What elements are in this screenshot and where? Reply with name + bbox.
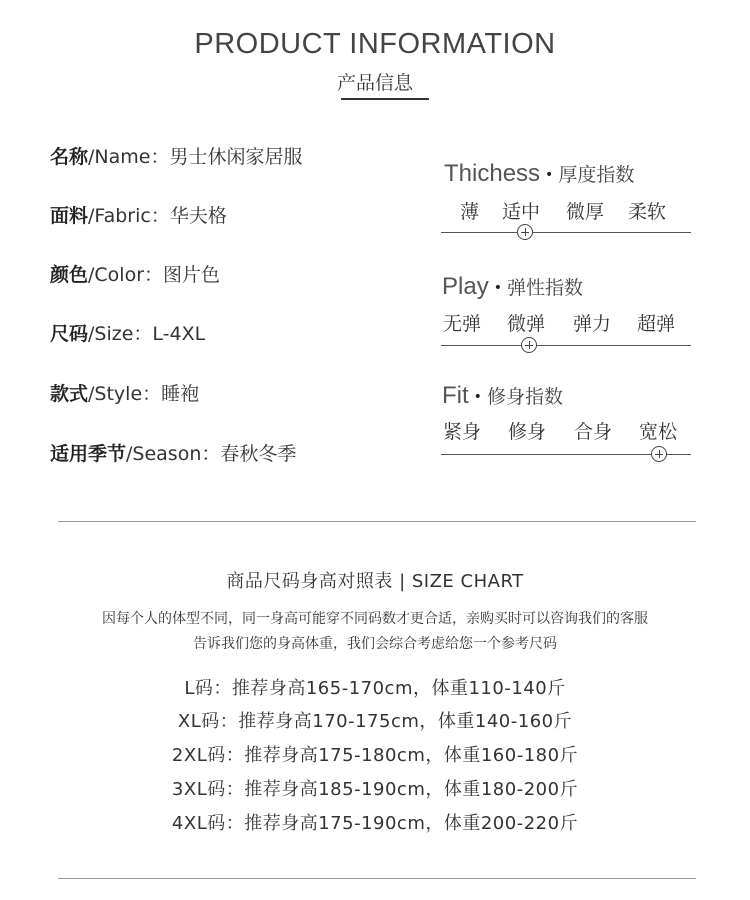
- scale-title-cn: 弹性指数: [506, 277, 583, 299]
- scale-label: 适中: [502, 201, 541, 223]
- info-value: /Color：图片色: [88, 264, 221, 286]
- fit-scale-title: [442, 382, 563, 410]
- elasticity-scale-labels: [0, 309, 750, 335]
- scale-title-cn: 修身指数: [486, 386, 563, 408]
- scale-label: 柔软: [628, 201, 667, 223]
- info-value: /Size：L-4XL: [88, 323, 206, 345]
- thickness-scale-line: [441, 232, 691, 233]
- scale-label: 宽松: [639, 421, 678, 443]
- info-value: /Style：睡袍: [88, 383, 200, 405]
- plus-circle-icon: [651, 446, 667, 462]
- size-chart-title: 商品尺码身高对照表 | SIZE CHART: [226, 571, 524, 592]
- size-chart-note-line1: 因每个人的体型不同，同一身高可能穿不同码数才更合适，亲购买时可以咨询我们的客服: [102, 611, 648, 627]
- page-title-en: PRODUCT INFORMATION: [194, 28, 556, 60]
- plus-circle-icon: [517, 224, 533, 240]
- scale-label: 紧身: [443, 421, 482, 443]
- section-divider: [58, 521, 696, 522]
- elasticity-scale-line: [441, 345, 691, 346]
- info-label: 尺码: [50, 323, 89, 345]
- size-row-4xl: 4XL码：推荐身高175-190cm，体重200-220斤: [171, 813, 579, 834]
- scale-label: 超弹: [637, 313, 676, 335]
- page-title-cn: 产品信息: [336, 72, 413, 94]
- info-name: [50, 142, 302, 169]
- scale-title-en: Thichess: [444, 160, 541, 187]
- thickness-scale-title: [444, 160, 634, 188]
- info-style: [50, 379, 199, 406]
- scale-label: 弹力: [573, 313, 612, 335]
- bullet-icon: •: [473, 389, 482, 405]
- info-label: 适用季节: [50, 443, 127, 465]
- scale-title-en: Play: [442, 273, 489, 300]
- fit-scale-labels: [0, 417, 750, 443]
- info-value: /Season：春秋冬季: [126, 443, 297, 465]
- scale-label: 修身: [508, 421, 547, 443]
- size-row-xl: XL码：推荐身高170-175cm，体重140-160斤: [177, 711, 573, 732]
- info-label: 名称: [50, 146, 89, 168]
- plus-circle-icon: [521, 337, 537, 353]
- info-value: /Fabric：华夫格: [88, 205, 227, 227]
- scale-label: 无弹: [443, 313, 482, 335]
- bottom-divider: [58, 878, 696, 879]
- info-color: [50, 260, 220, 287]
- size-row-3xl: 3XL码：推荐身高185-190cm，体重180-200斤: [171, 779, 579, 800]
- info-label: 面料: [50, 205, 89, 227]
- size-row-2xl: 2XL码：推荐身高175-180cm，体重160-180斤: [171, 745, 579, 766]
- scale-title-cn: 厚度指数: [558, 164, 635, 186]
- scale-title-en: Fit: [442, 382, 469, 409]
- info-season: [50, 439, 296, 466]
- info-label: 颜色: [50, 264, 89, 286]
- info-value: /Name：男士休闲家居服: [88, 146, 303, 168]
- elasticity-scale-title: [442, 273, 583, 301]
- info-label: 款式: [50, 383, 89, 405]
- size-chart-note-line2: 告诉我们您的身高体重，我们会综合考虑给您一个参考尺码: [193, 636, 557, 652]
- scale-label: 薄: [460, 201, 480, 223]
- title-underline: [341, 98, 429, 100]
- size-row-l: L码：推荐身高165-170cm，体重110-140斤: [184, 678, 566, 699]
- bullet-icon: •: [493, 280, 502, 296]
- bullet-icon: •: [545, 167, 554, 183]
- thickness-scale-labels: [0, 197, 750, 223]
- scale-label: 微弹: [507, 313, 546, 335]
- scale-label: 微厚: [566, 201, 605, 223]
- scale-label: 合身: [574, 421, 613, 443]
